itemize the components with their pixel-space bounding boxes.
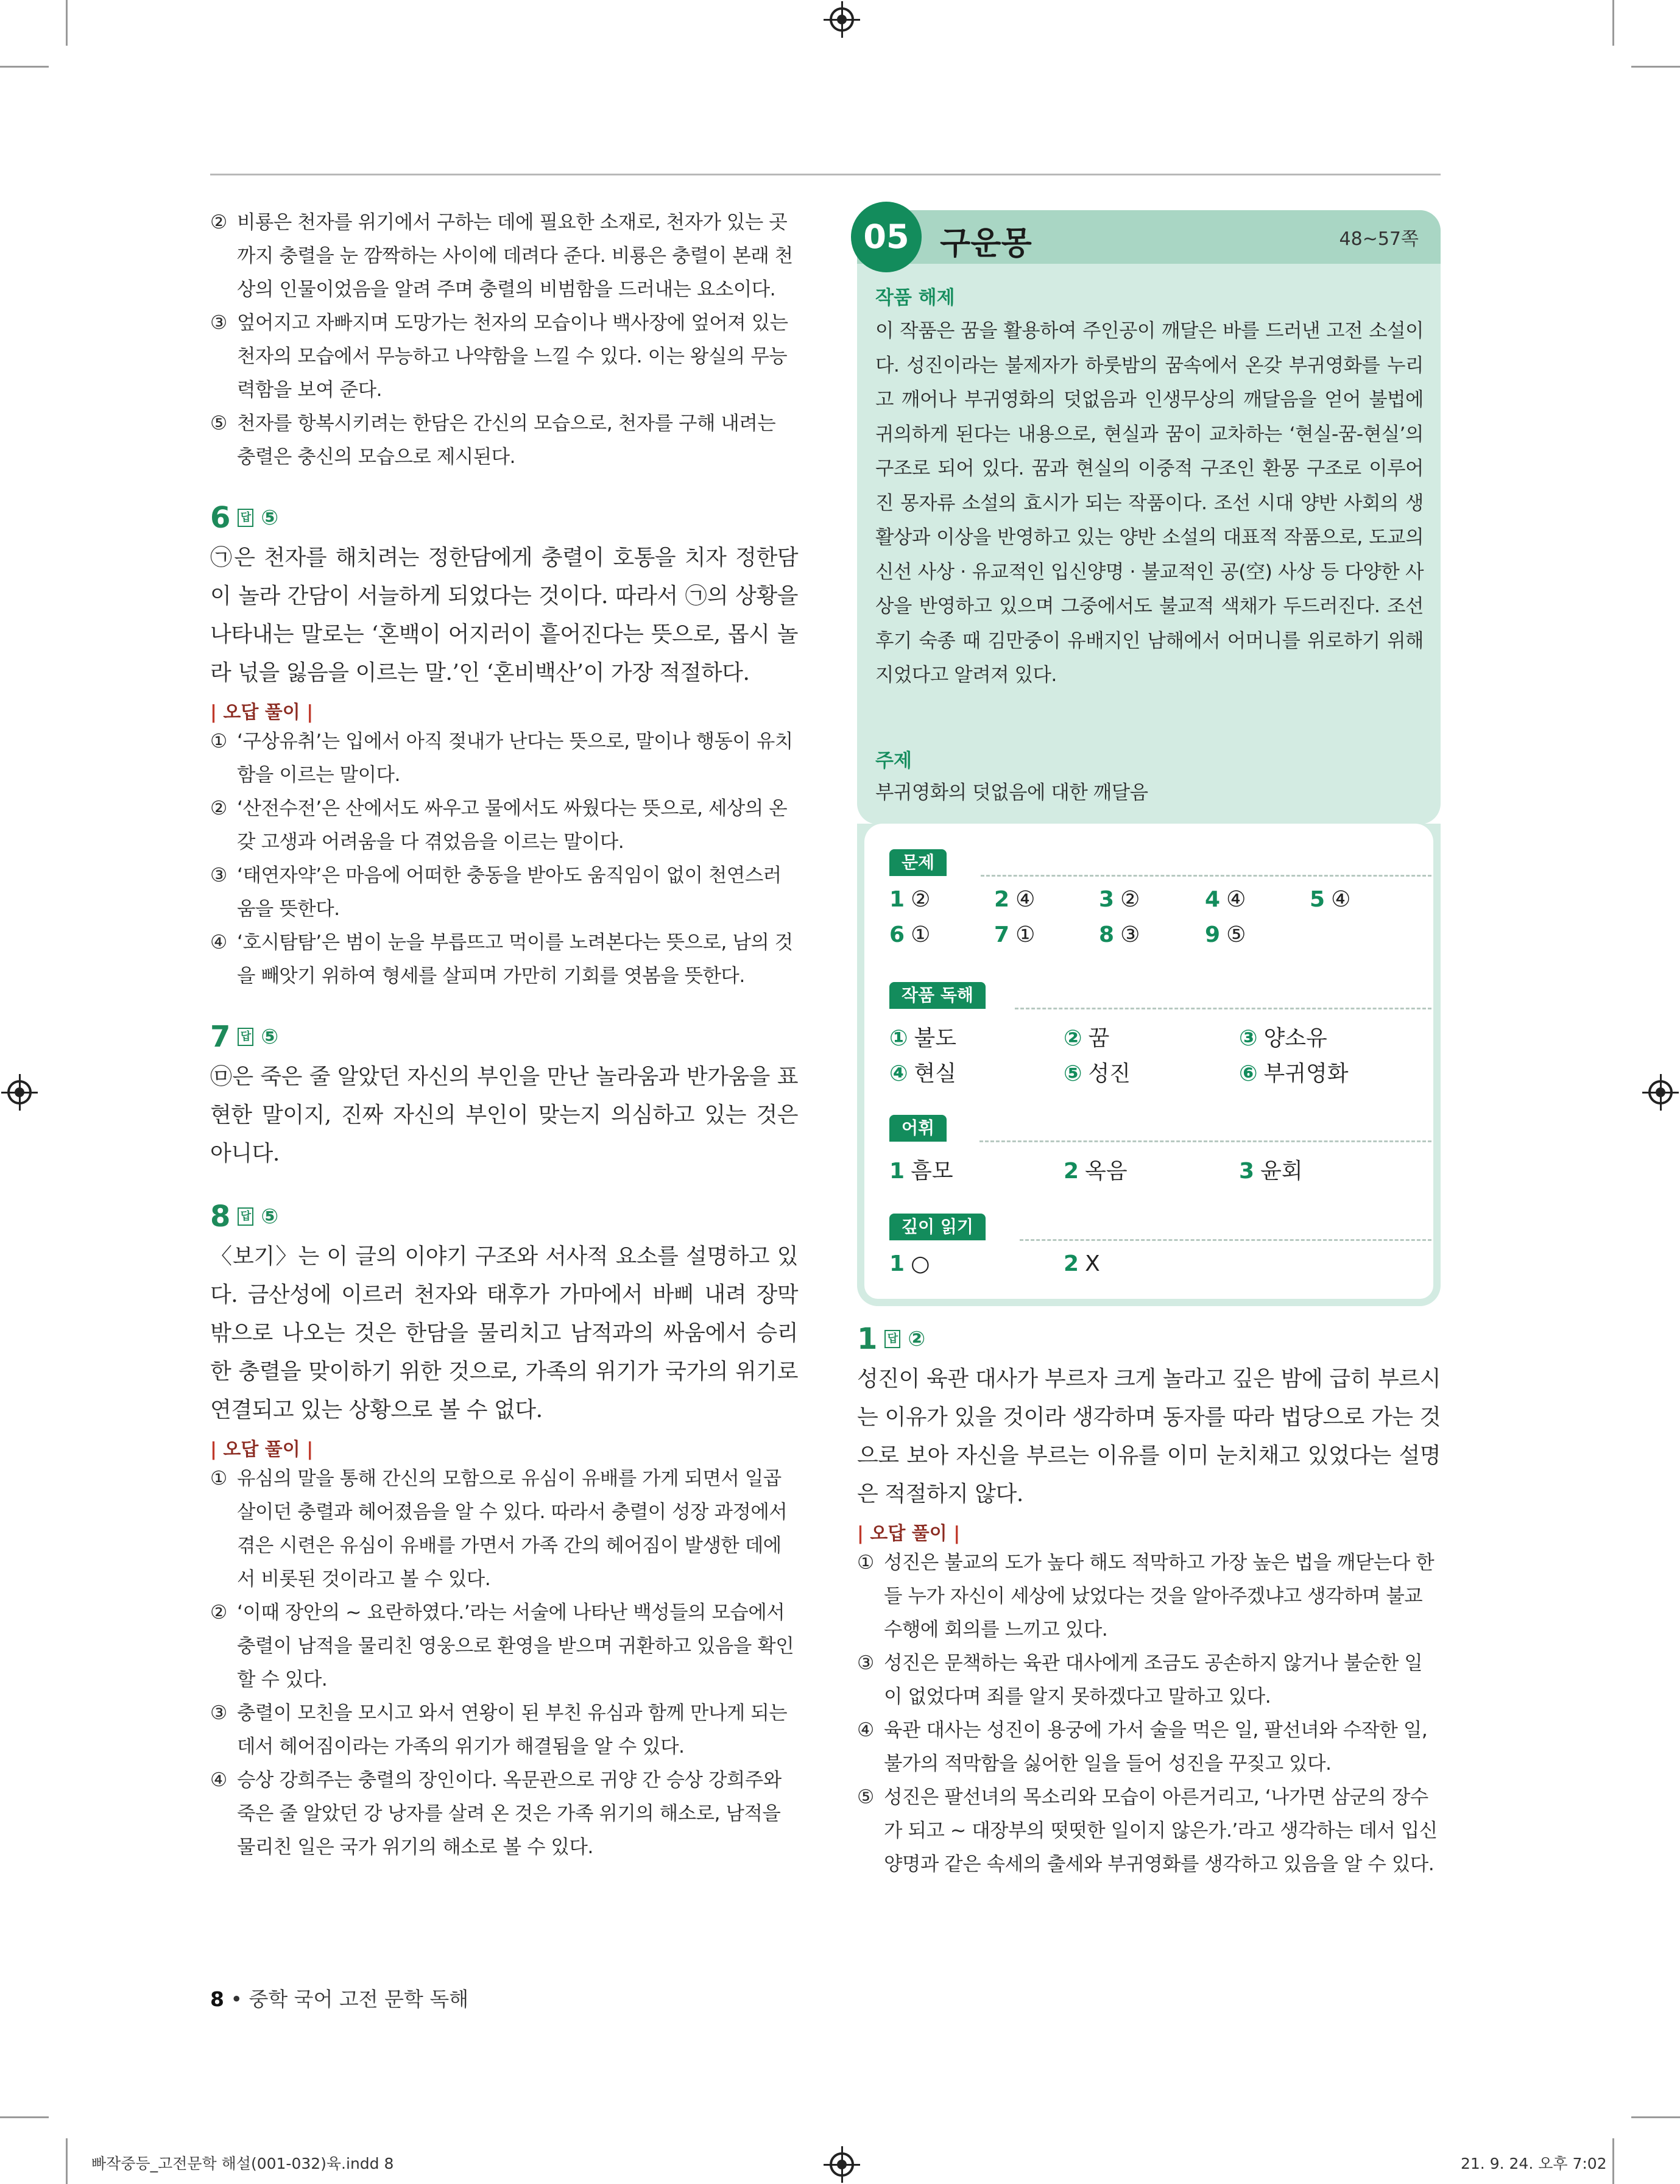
wrong-answer-heading: | 오답 풀이 | [857,1523,961,1544]
theme-text: 부귀영화의 덧없음에 대한 깨달음 [875,782,1148,804]
commentary-heading: 작품 해제 [875,287,955,309]
list-item: ② ‘이때 장안의 ~ 요란하였다.’라는 서술에 나타난 백성들의 모습에서 충렬이 남적을 물리친 영웅으로 환영을 받으며 귀환하고 있음을 확인할 수 있다. [210,1602,794,1691]
registration-mark-icon [7,1080,32,1104]
answer-cell: ⑤ 성진 [1064,1061,1131,1086]
answer-choice: ⑤ [261,1204,279,1229]
question-number: 7 [210,1020,231,1054]
answer-cell: 1 ② [889,887,931,912]
wrong-answer-heading: | 오답 풀이 | [210,702,314,723]
registration-mark-icon [830,7,854,32]
wrong-answer-list [210,1462,798,1864]
problems-tag: 문제 [889,849,947,876]
page-range: 48~57쪽 [1339,228,1419,250]
intro-answer-list [210,206,798,474]
answer-label-icon: 답 [884,1330,900,1348]
answer-choice: ② [908,1327,926,1351]
question-6-heading [210,501,798,535]
crop-mark [0,66,49,68]
answer-cell: 2 X [1064,1251,1100,1276]
answer-cell: 3 윤회 [1239,1159,1303,1184]
answer-cell: 5 ④ [1310,887,1351,912]
unit-number-badge: 05 [851,202,922,272]
wrong-answer-list [210,725,798,993]
list-item: ① ‘구상유취’는 입에서 아직 젖내가 난다는 뜻으로, 말이나 행동이 유치함을 이르는 말이다. [210,730,793,786]
question-8-heading [210,1200,798,1234]
footer-separator: • [230,1987,242,2011]
print-slug-date: 21. 9. 24. 오후 7:02 [1461,2155,1607,2172]
list-item: ④ 승상 강희주는 충렬의 장인이다. 옥문관으로 귀양 간 승상 강희주와 죽은 줄 알았던 강 낭자를 살려 온 것은 가족 위기의 해소로, 남적을 물리친 일은 국가 위기의 해소로 볼 수 있다. [210,1769,782,1858]
list-item: ③ ‘태연자약’은 마음에 어떠한 충동을 받아도 움직임이 없이 천연스러움을 뜻한다. [210,864,782,920]
answer-cell: 1 ○ [889,1251,930,1276]
crop-mark [1631,2116,1680,2118]
question-number: 1 [857,1322,878,1356]
answer-label-icon: 답 [238,1028,253,1046]
list-item: ③ 성진은 문책하는 육관 대사에게 조금도 공손하지 않거나 불순한 일이 없었다며 죄를 알지 못하겠다고 말하고 있다. [857,1652,1423,1708]
answer-cell: 7 ① [994,922,1036,947]
theme-heading: 주제 [875,750,912,772]
crop-mark [1612,2138,1614,2184]
list-item: ② 비룡은 천자를 위기에서 구하는 데에 필요한 소재로, 천자가 있는 곳까지 충렬을 눈 깜짝하는 사이에 데려다 준다. 비룡은 충렬이 본래 천상의 인물이었음을 알려 주며 충렬의 비범함을 드러내는 요소이다. [210,211,793,300]
list-item: ① 성진은 불교의 도가 높다 해도 적막하고 가장 높은 법을 깨닫는다 한들 누가 자신이 세상에 났었다는 것을 알아주겠냐고 생각하며 불교 수행에 회의를 느끼고 있다. [857,1552,1435,1641]
list-item: ③ 충렬이 모친을 모시고 와서 연왕이 된 부친 유심과 함께 만나게 되는 데서 헤어짐이라는 가족의 위기가 해결됨을 알 수 있다. [210,1702,788,1758]
answer-choice: ⑤ [261,1025,279,1049]
divider [981,875,1431,877]
page-number: 8 [210,1987,224,2011]
list-item: ⑤ 천자를 항복시키려는 한담은 간신의 모습으로, 천자를 구해 내려는 충렬은 충신의 모습으로 제시된다. [210,412,776,468]
answer-cell: ④ 현실 [889,1061,957,1086]
explanation-text: 성진이 육관 대사가 부르자 크게 놀라고 깊은 밤에 급히 부르시는 이유가 있을 것이라 생각하며 동자를 따라 법당으로 가는 것으로 보아 자신을 부르는 이유를 이미 눈치채고 있었다는 설명은 적절하지 않다. [857,1366,1441,1507]
print-slug-file: 빠작중등_고전문학 해설(001-032)육.indd 8 [91,2155,394,2172]
answer-cell: ③ 양소유 [1239,1026,1327,1051]
question-1-heading [857,1322,1441,1356]
crop-mark [66,2138,68,2184]
list-item: ④ 육관 대사는 성진이 용궁에 가서 술을 먹은 일, 팔선녀와 수작한 일, 불가의 적막함을 싫어한 일을 들어 성진을 꾸짖고 있다. [857,1719,1428,1775]
answer-cell: 1 흠모 [889,1159,953,1184]
crop-mark [66,0,68,46]
list-item: ② ‘산전수전’은 산에서도 싸우고 물에서도 싸웠다는 뜻으로, 세상의 온갖 고생과 어려움을 다 겪었음을 이르는 말이다. [210,797,788,853]
crop-mark [1631,66,1680,68]
list-item: ⑤ 성진은 팔선녀의 목소리와 모습이 아른거리고, ‘나가면 삼군의 장수가 되고 ~ 대장부의 떳떳한 일이지 않은가.’라고 생각하는 데서 입신양명과 같은 속세의 출세와 부귀영화를 생각하고 있음을 알 수 있다. [857,1786,1438,1875]
answer-cell: 4 ④ [1205,887,1246,912]
deep-reading-tag: 깊이 읽기 [889,1214,986,1240]
divider [979,1140,1431,1142]
crop-mark [1612,0,1614,46]
question-number: 6 [210,501,231,535]
crop-mark [0,2116,49,2118]
answer-cell: 6 ① [889,922,931,947]
question-7-heading [210,1020,798,1054]
book-title: 중학 국어 고전 문학 독해 [249,1987,469,2011]
header-rule [210,174,1441,175]
wrong-answer-list [857,1546,1441,1881]
explanation-text: ㉤은 죽은 줄 알았던 자신의 부인을 만난 놀라움과 반가움을 표현한 말이지, 진짜 자신의 부인이 맞는지 의심하고 있는 것은 아니다. [210,1064,798,1166]
answer-cell: 3 ② [1099,887,1140,912]
wrong-answer-heading: | 오답 풀이 | [210,1439,314,1460]
explanation-text: 〈보기〉는 이 글의 이야기 구조와 서사적 요소를 설명하고 있다. 금산성에 이르러 천자와 태후가 가마에서 바삐 내려 장막 밖으로 나오는 것은 한담을 물리치고 남적과의 싸움에서 승리한 충렬을 맞이하기 위한 것으로, 가족의 위기가 국가의 위기로 연결되고 있는 상황으로 볼 수 없다. [210,1244,798,1422]
question-number: 8 [210,1200,231,1234]
answer-cell: ⑥ 부귀영화 [1239,1061,1349,1086]
answer-label-icon: 답 [238,1207,253,1226]
registration-mark-icon [1648,1080,1673,1104]
divider [1015,1008,1431,1009]
answer-key-box-top [857,824,1441,842]
answer-choice: ⑤ [261,506,279,530]
vocab-tag: 어휘 [889,1115,947,1142]
work-title: 구운몽 [940,225,1032,262]
list-item: ① 유심의 말을 통해 간신의 모함으로 유심이 유배를 가게 되면서 일곱 살이던 충렬과 헤어졌음을 알 수 있다. 따라서 충렬이 성장 과정에서 겪은 시련은 유심이 유배를 가면서 가족 간의 헤어짐이 발생한 데에서 비롯된 것이라고 볼 수 있다. [210,1468,788,1590]
page-footer [210,1984,468,2012]
answer-cell: ① 불도 [889,1026,957,1051]
answer-cell: 2 ④ [994,887,1036,912]
left-column [210,206,798,1864]
registration-mark-icon [830,2152,854,2177]
answer-cell: ② 꿈 [1064,1026,1110,1051]
answer-cell: 2 옥음 [1064,1159,1128,1184]
reading-tag: 작품 독해 [889,982,986,1009]
list-item: ③ 엎어지고 자빠지며 도망가는 천자의 모습이나 백사장에 엎어져 있는 천자의 모습에서 무능하고 나약함을 느낄 수 있다. 이는 왕실의 무능력함을 보여 준다. [210,312,788,401]
list-item: ④ ‘호시탐탐’은 범이 눈을 부릅뜨고 먹이를 노려본다는 뜻으로, 남의 것을 빼앗기 위하여 형세를 살피며 가만히 기회를 엿봄을 뜻한다. [210,931,793,987]
work-summary-card [857,210,1441,824]
explanation-text: ㉠은 천자를 해치려는 정한담에게 충렬이 호통을 치자 정한담이 놀라 간담이 서늘하게 되었다는 것이다. 따라서 ㉠의 상황을 나타내는 말로는 ‘혼백이 어지러이 흩어진다는 뜻으로, 몹시 놀라 넋을 잃음을 이르는 말.’인 ‘혼비백산’이 가장 적절하다. [210,545,798,685]
divider [1020,1239,1431,1241]
commentary-text: 이 작품은 꿈을 활용하여 주인공이 깨달은 바를 드러낸 고전 소설이다. 성진이라는 불제자가 하룻밤의 꿈속에서 온갖 부귀영화를 누리고 깨어나 부귀영화의 덧없음과 인생무상의 깨달음을 얻어 불법에 귀의하게 된다는 내용으로, 현실과 꿈이 교차하는 ‘현실-꿈-현실’의 구조로 되어 있다. 꿈과 현실의 이중적 구조인 환몽 구조로 이루어진 몽자류 소설의 효시가 되는 작품이다. 조선 시대 양반 사회의 생활상과 이상을 반영하고 있는 양반 소설의 대표적 작품으로, 도교의 신선 사상 · 유교적인 입신양명 · 불교적인 공(空) 사상 등 다양한 사상을 반영하고 있으며 그중에서도 불교적 색채가 두드러진다. 조선 후기 숙종 때 김만중이 유배지인 남해에서 어머니를 위로하기 위해 지었다고 알려져 있다. [875,320,1424,686]
answer-label-icon: 답 [238,509,253,527]
answer-cell: 8 ③ [1099,922,1140,947]
answer-cell: 9 ⑤ [1205,922,1246,947]
right-column [857,1322,1441,1881]
